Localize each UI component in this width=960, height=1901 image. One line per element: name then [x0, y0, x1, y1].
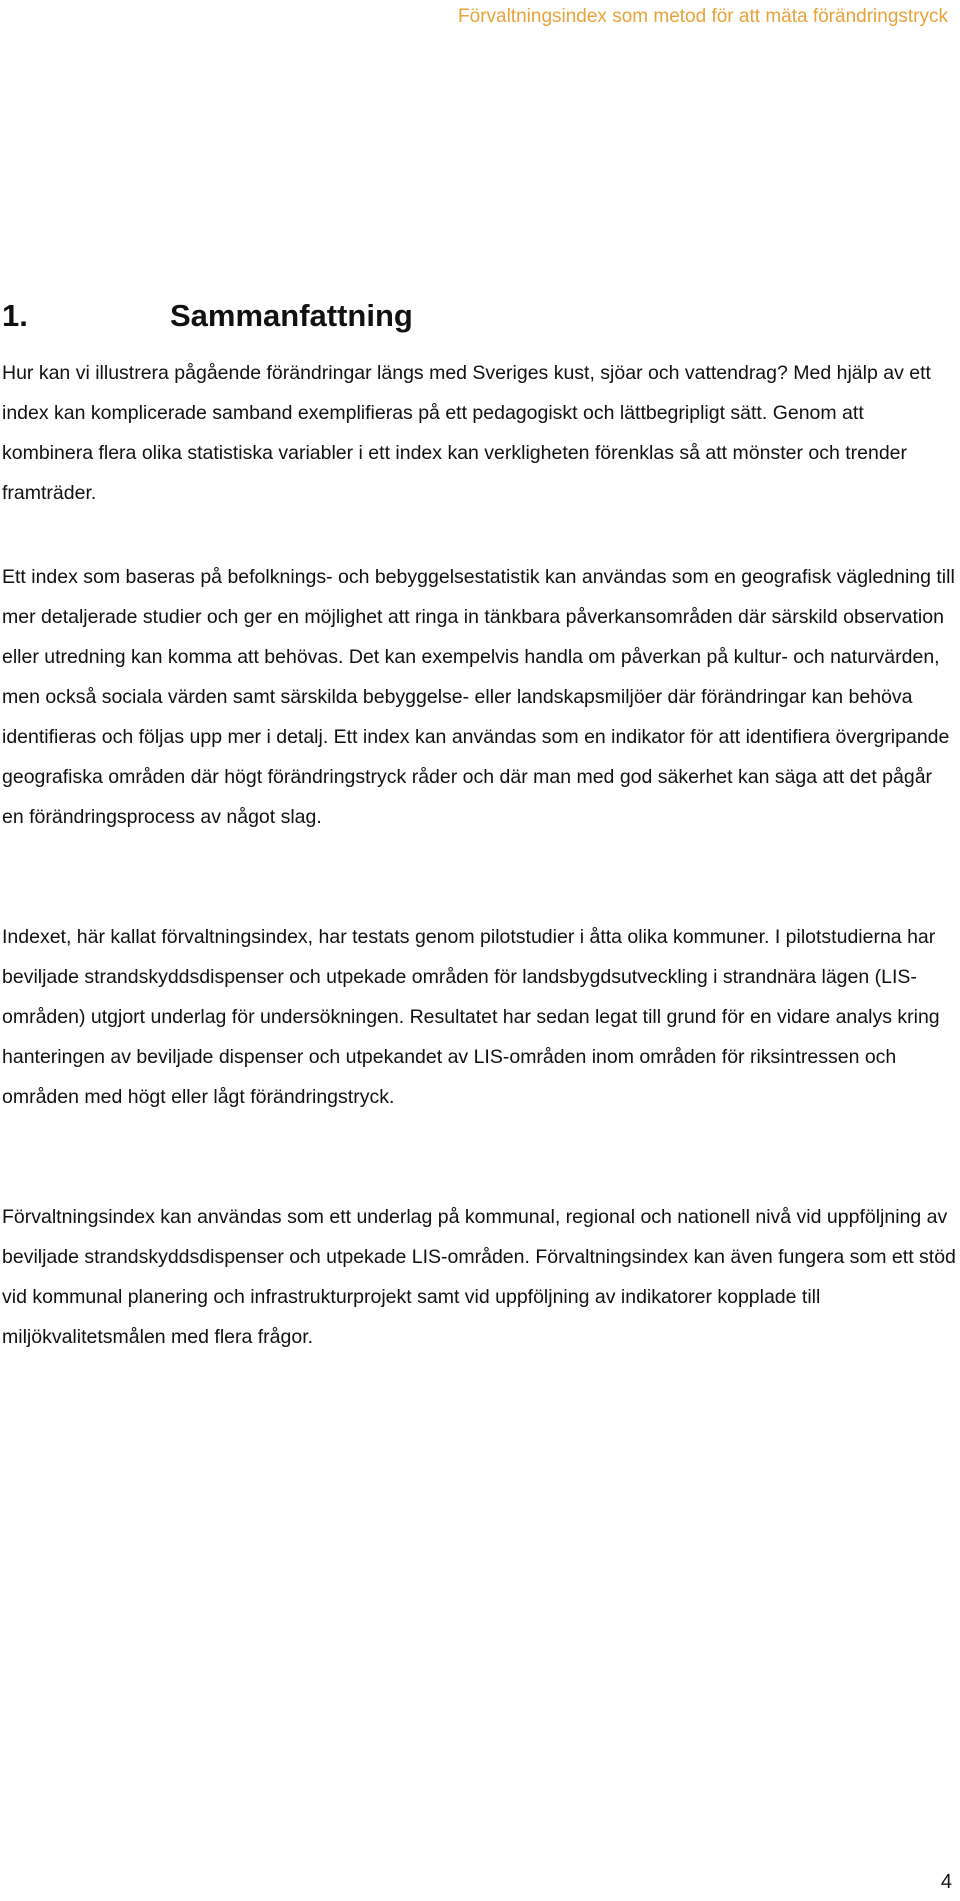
summary-paragraph-3: Indexet, här kallat förvaltningsindex, har testats genom pilotstudier i åtta olika kommuner. I pilotstudierna har beviljade strandskyddsdispenser och utpekade områden för landsbygdsutveckling i strandnära lägen (LIS-områden) utgjort underlag för undersökningen. Resultatet har sedan legat till grund för en vidare analys kring hanteringen av beviljade dispenser och utpekandet av LIS-områden inom områden för riksintressen och områden med högt eller lågt förändringstryck.: [2, 926, 940, 1108]
running-header-title: Förvaltningsindex som metod för att mäta förändringstryck: [458, 6, 948, 27]
section-heading: [2, 298, 413, 334]
section-number: 1.: [2, 298, 28, 333]
summary-paragraph-4: Förvaltningsindex kan användas som ett underlag på kommunal, regional och nationell nivå vid uppföljning av beviljade strandskyddsdispenser och utpekade LIS-områden. Förvaltningsindex kan även fungera som ett stöd vid kommunal planering och infrastrukturprojekt samt vid uppföljning av indikatorer kopplade till miljökvalitetsmålen med flera frågor.: [2, 1206, 956, 1348]
page-number: 4: [940, 1871, 952, 1893]
section-title: Sammanfattning: [170, 298, 413, 333]
summary-paragraph-2: Ett index som baseras på befolknings- och bebyggelsestatistik kan användas som en geografisk vägledning till mer detaljerade studier och ger en möjlighet att ringa in tänkbara påverkansområden där särskild observation eller utredning kan komma att behövas. Det kan exempelvis handla om påverkan på kultur- och naturvärden, men också sociala värden samt särskilda bebyggelse- eller landskapsmiljöer där förändringar kan behöva identifieras och följas upp mer i detalj. Ett index kan användas som en indikator för att identifiera övergripande geografiska områden där högt förändringstryck råder och där man med god säkerhet kan säga att det pågår en förändringsprocess av något slag.: [2, 566, 955, 828]
summary-paragraph-1: Hur kan vi illustrera pågående förändringar längs med Sveriges kust, sjöar och vattendrag? Med hjälp av ett index kan komplicerade samband exemplifieras på ett pedagogiskt och lättbegripligt sätt. Genom att kombinera flera olika statistiska variabler i ett index kan verkligheten förenklas så att mönster och trender framträder.: [2, 362, 931, 504]
